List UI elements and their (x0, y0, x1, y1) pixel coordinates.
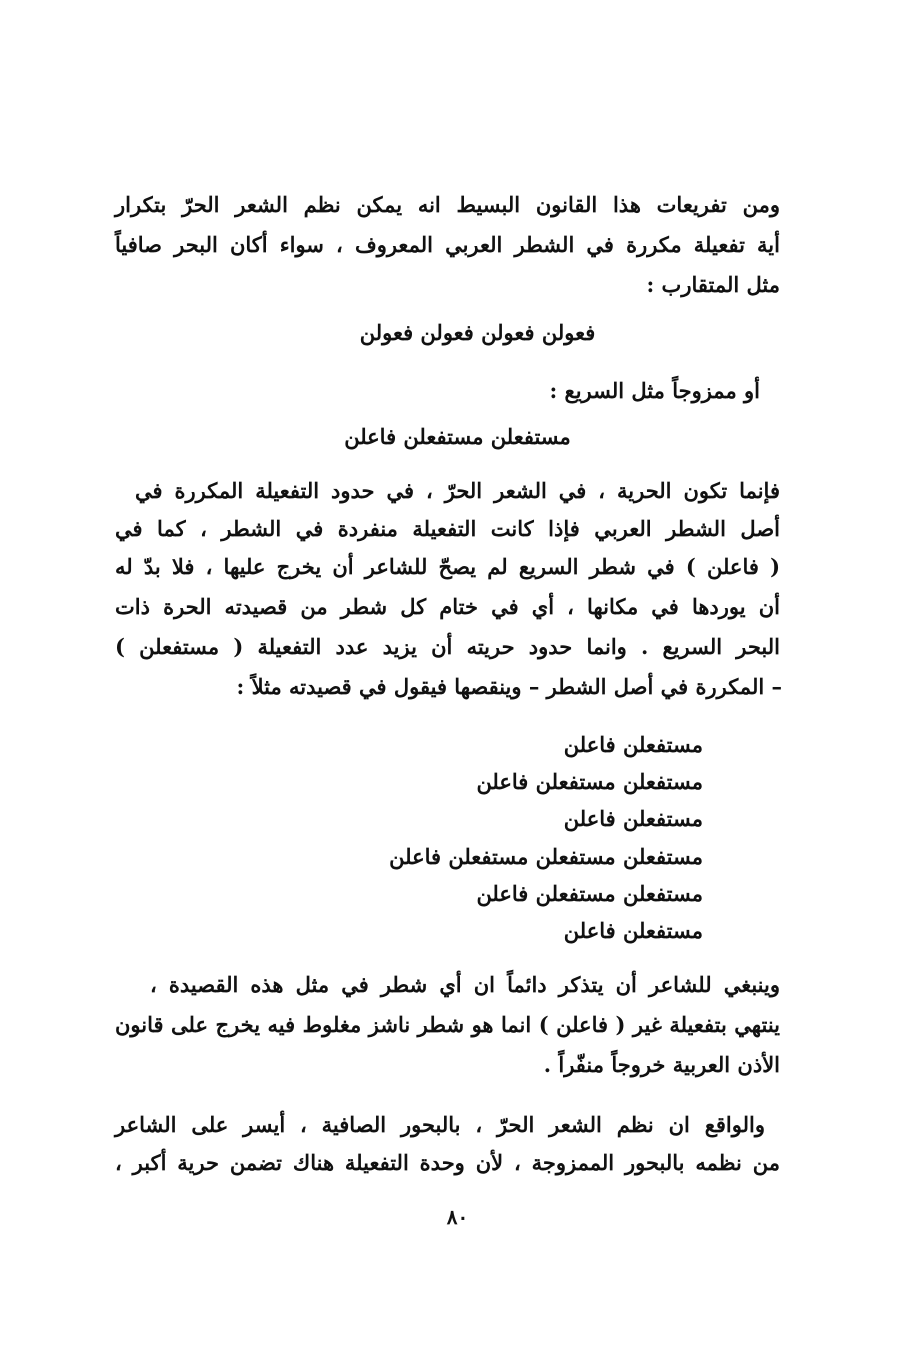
paragraph-1-line-3: مثل المتقارب : (646, 272, 780, 297)
paragraph-3-line-2: أصل الشطر العربي فإذا كانت التفعيلة منفردة في الشطر ، كما في (115, 516, 780, 541)
paragraph-5-line-1: والواقع ان نظم الشعر الحرّ ، بالبحور الصافية ، أيسر على الشاعر (115, 1112, 765, 1137)
paragraph-1-line-1: ومن تفريعات هذا القانون البسيط انه يمكن نظم الشعر الحرّ بتكرار (115, 192, 780, 217)
paragraph-5-line-2: من نظمه بالبحور الممزوجة ، لأن وحدة التفعيلة هناك تضمن حرية أكبر ، (115, 1150, 780, 1175)
poem-line-5: مستفعلن مستفعلن فاعلن (476, 881, 703, 906)
poem-line-4: مستفعلن مستفعلن مستفعلن فاعلن (389, 844, 703, 869)
verse-mutaqarib: فعولن فعولن فعولن فعولن (359, 320, 596, 345)
paragraph-3-line-4: أن يوردها في مكانها ، أي في ختام كل شطر من قصيدته الحرة ذات (115, 594, 780, 619)
poem-line-3: مستفعلن فاعلن (563, 806, 703, 831)
paragraph-4-line-1: وينبغي للشاعر أن يتذكر دائماً ان أي شطر في مثل هذه القصيدة ، (150, 972, 780, 997)
paragraph-3-line-1: فإنما تكون الحرية ، في الشعر الحرّ ، في حدود التفعيلة المكررة في (135, 478, 780, 503)
paragraph-4-line-3: الأذن العربية خروجاً منفّراً . (543, 1052, 780, 1077)
paragraph-3-line-3: ( فاعلن ) في شطر السريع لم يصحّ للشاعر أن يخرج عليها ، فلا بدّ له (115, 554, 780, 579)
verse-sari: مستفعلن مستفعلن فاعلن (344, 424, 571, 449)
poem-line-1: مستفعلن فاعلن (563, 732, 703, 757)
paragraph-4-line-2: ينتهي بتفعيلة غير ( فاعلن ) انما هو شطر ناشز مغلوط فيه يخرج على قانون (115, 1012, 780, 1037)
poem-line-2: مستفعلن مستفعلن فاعلن (476, 769, 703, 794)
page-number: ٨٠ (446, 1205, 469, 1229)
paragraph-3-line-5: البحر السريع . وانما حدود حريته أن يزيد عدد التفعيلة ( مستفعلن ) (115, 634, 780, 659)
poem-line-6: مستفعلن فاعلن (563, 918, 703, 943)
paragraph-1-line-2: أية تفعيلة مكررة في الشطر العربي المعروف ، سواء أكان البحر صافياً (115, 232, 780, 257)
paragraph-3-line-6: – المكررة في أصل الشطر – وينقصها فيقول في قصيدته مثلاً : (236, 674, 782, 699)
paragraph-2: أو ممزوجاً مثل السريع : (549, 378, 760, 403)
